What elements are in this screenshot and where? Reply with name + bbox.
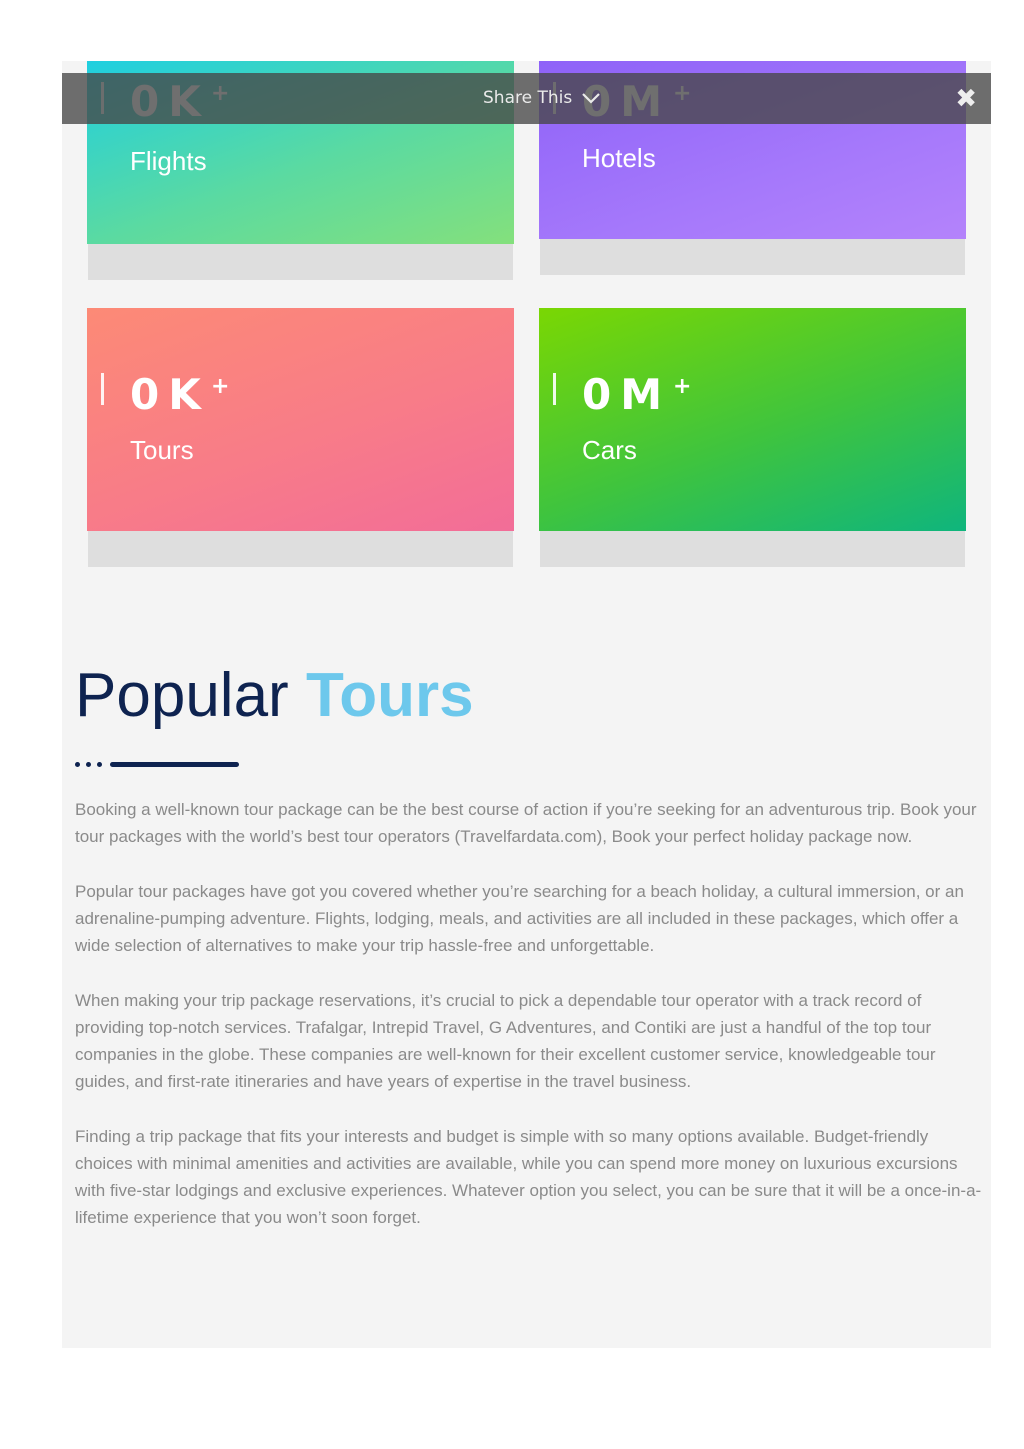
card-shadow [88,531,513,567]
title-underline [110,762,239,767]
page-title [75,660,474,731]
share-this-button[interactable]: Share This [483,88,573,108]
card-face [539,308,966,531]
plus-sign: + [673,374,692,399]
paragraph: Finding a trip package that fits your interests and budget is simple with so many options available. Budget-friendly choices with minimal amenities and activities are available, while you can spend more money on luxurious excursions with five-star lodgings and exclusive experiences. Whatever option you select, you can be sure that it will be a once-in-a-lifetime experience that you won’t soon forget. [75,1127,982,1227]
article-body [75,796,985,1259]
card-shadow [540,239,965,275]
dot [86,762,91,767]
stat-value: 0K [130,370,210,419]
paragraph: Booking a well-known tour package can be the best course of action if you’re seeking for an adventurous trip. Book your tour packages with the world’s best tour operators (Travelfardata.com), Book your perfect holiday package now. [75,800,977,846]
counter-bar [553,373,556,405]
paragraph: When making your trip package reservations, it’s crucial to pick a dependable tour operator with a track record of providing top-notch services. Trafalgar, Intrepid Travel, G Adventures, and Contiki are just a handful of the top tour companies in the globe. These companies are well-known for their excellent customer service, knowledgeable tour guides, and first-rate itineraries and have years of expertise in the travel business. [75,991,936,1091]
dot [97,762,102,767]
stat-card-tours[interactable] [87,308,514,531]
stat-label: Flights [130,146,207,176]
title-part-2: Tours [305,661,474,730]
stat-label: Hotels [582,143,656,173]
stat-label: Cars [582,435,637,465]
dot [75,762,80,767]
chevron-down-icon[interactable] [580,87,602,109]
stat-label: Tours [130,435,194,465]
close-icon[interactable]: ✖ [955,84,977,114]
stat-value: 0M [582,370,672,419]
card-shadow [88,244,513,280]
paragraph: Popular tour packages have got you covered whether you’re searching for a beach holiday, a cultural immersion, or an adrenaline-pumping adventure. Flights, lodging, meals, and activities are all included in these packages, which offer a wide selection of alternatives to make your trip hassle-free and unforgettable. [75,882,964,955]
counter-bar [101,373,104,405]
share-bar [62,73,991,124]
stat-card-cars[interactable] [539,308,966,531]
plus-sign: + [211,374,230,399]
card-face [87,308,514,531]
card-shadow [540,531,965,567]
title-part-1: Popular [75,661,289,730]
